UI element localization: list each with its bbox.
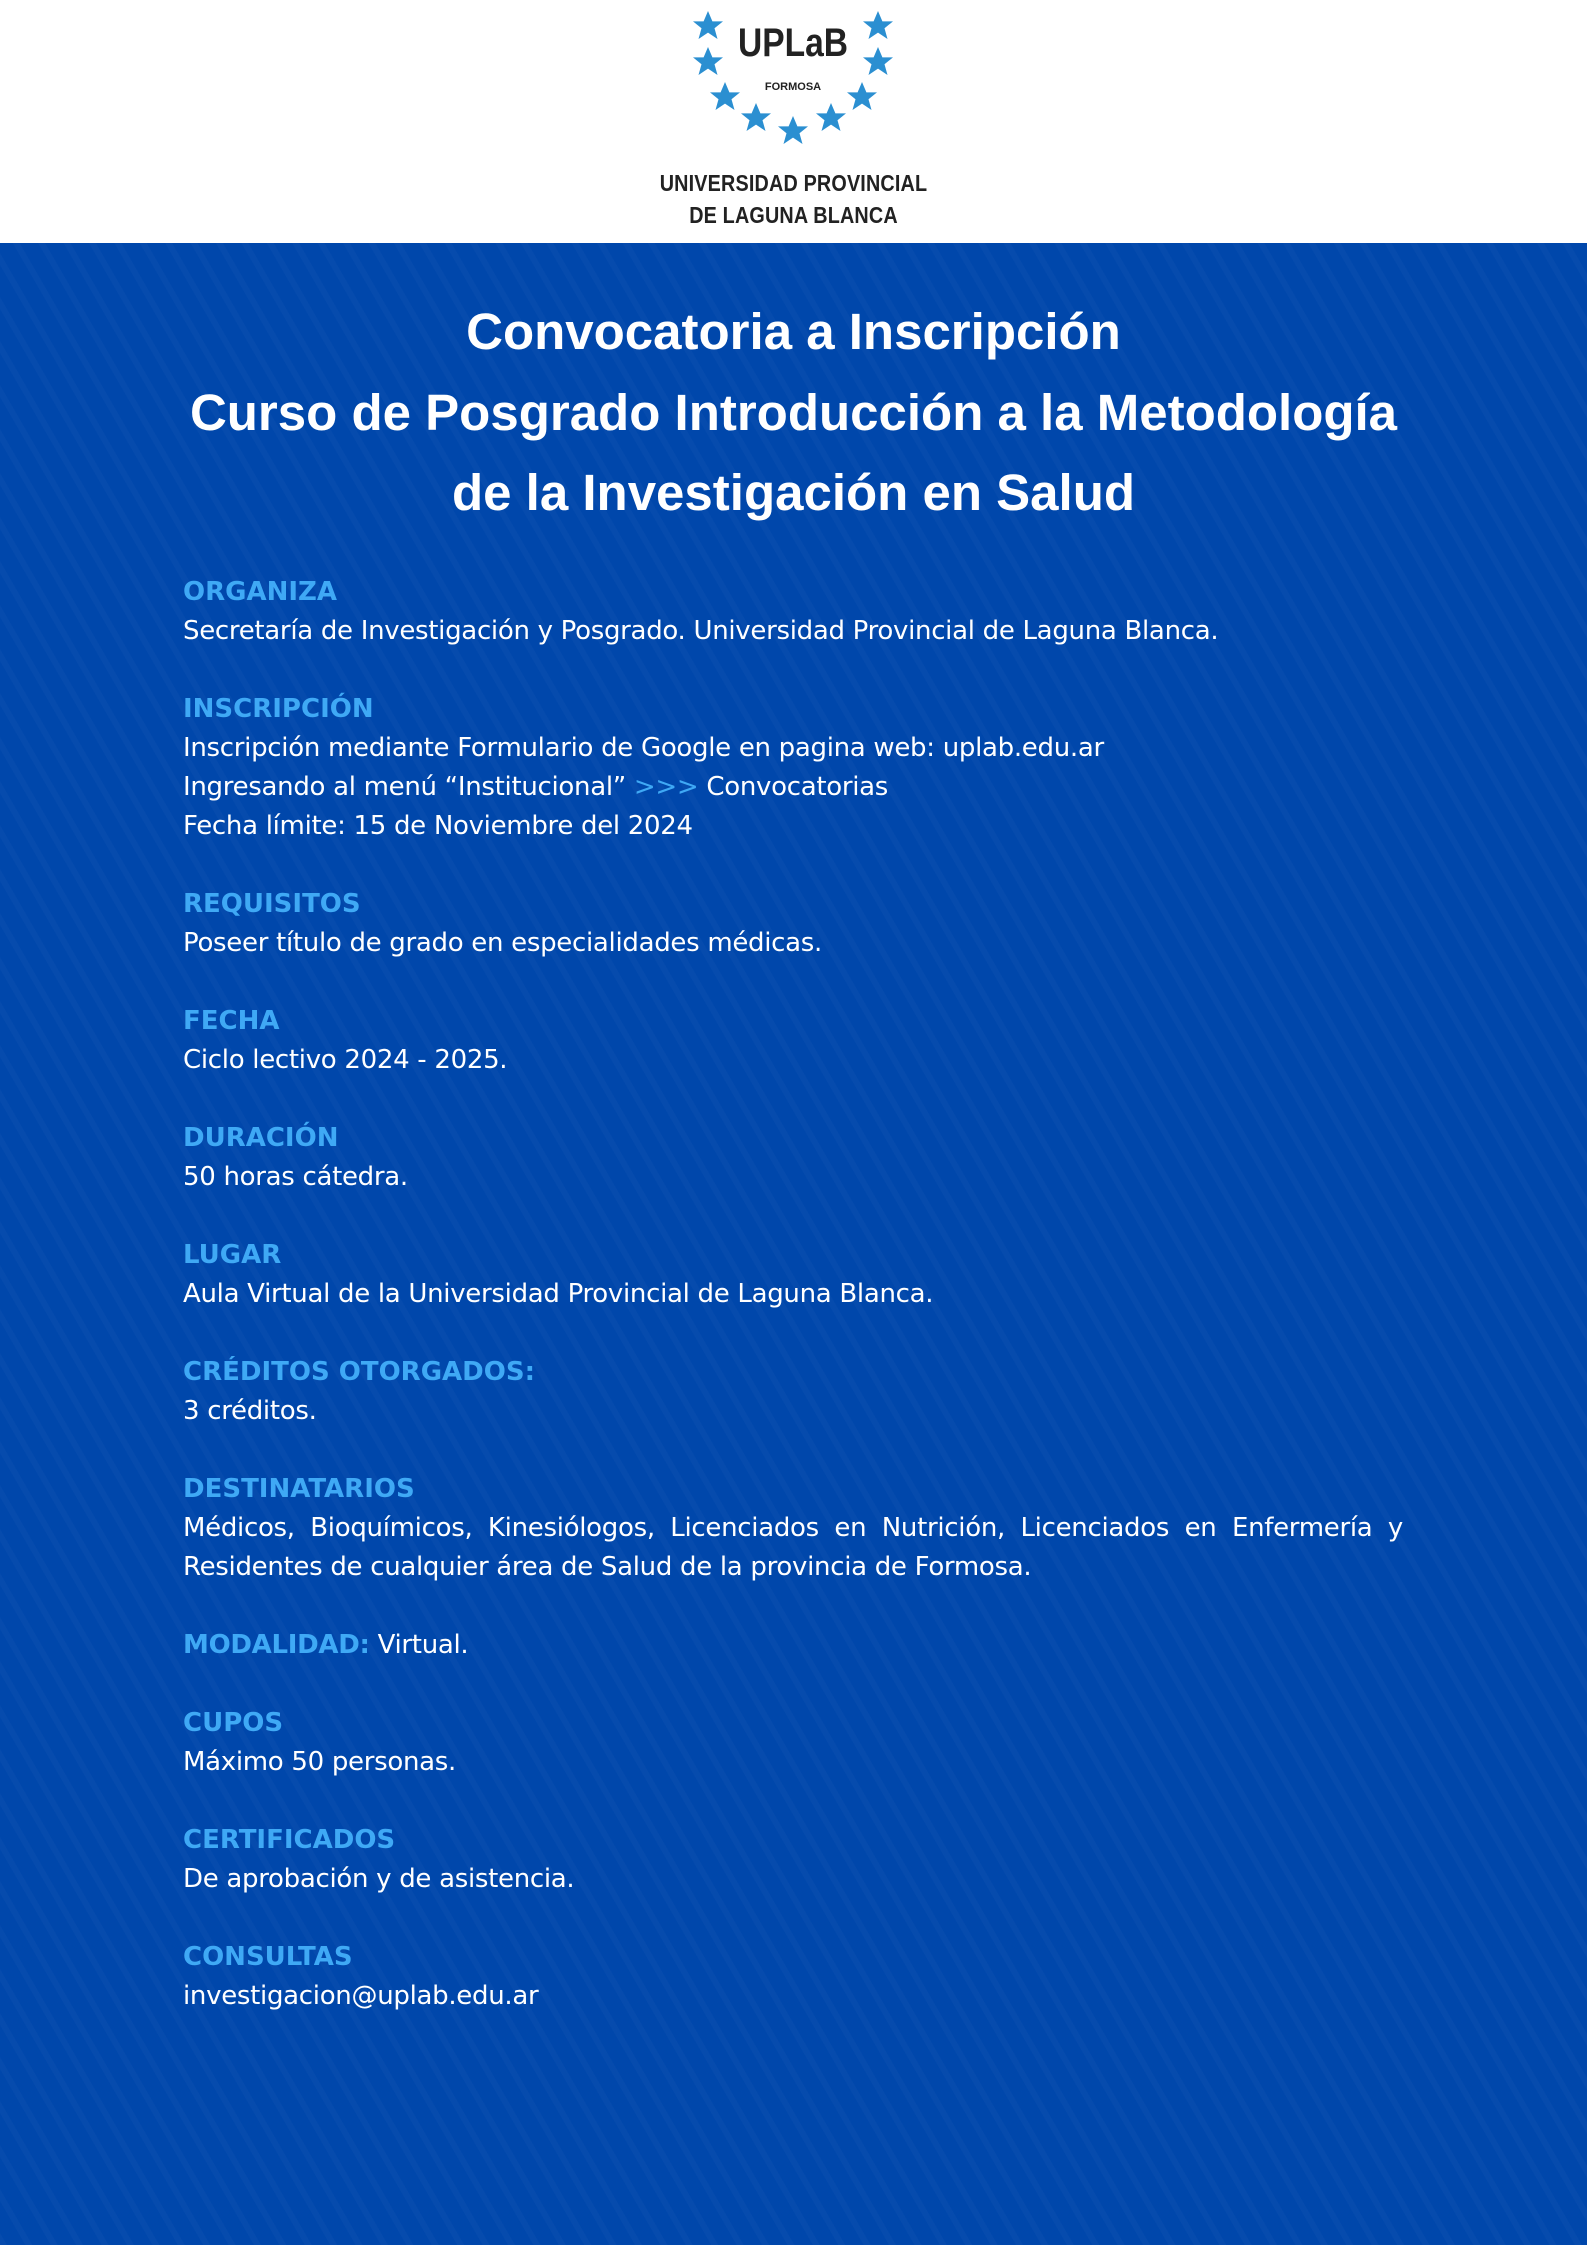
section-text: 3 créditos. [183, 1396, 317, 1426]
section-text-menu-path [183, 768, 1403, 807]
section-text: Ciclo lectivo 2024 - 2025. [183, 1045, 508, 1075]
section-label: CUPOS [183, 1708, 284, 1738]
section-inscripcion [183, 690, 1403, 846]
uplab-logo-icon [690, 6, 900, 146]
section-modalidad [183, 1626, 1403, 1665]
section-label: LUGAR [183, 1240, 282, 1270]
section-text: 50 horas cátedra. [183, 1162, 408, 1192]
section-creditos [183, 1353, 1403, 1431]
section-requisitos [183, 885, 1403, 963]
page-title-line3: de la Investigación en Salud [451, 464, 1136, 521]
university-name-line2: DE LAGUNA BLANCA [689, 202, 898, 228]
section-label: DURACIÓN [183, 1123, 339, 1153]
menu-path-post: Convocatorias [706, 772, 889, 802]
section-label: MODALIDAD: [183, 1630, 370, 1660]
section-text: Inscripción mediante Formulario de Google en pagina web: uplab.edu.ar [183, 733, 1104, 763]
section-text: Virtual. [377, 1630, 469, 1660]
section-label: CONSULTAS [183, 1942, 353, 1972]
university-name-line1: UNIVERSIDAD PROVINCIAL [659, 170, 928, 196]
section-text: Máximo 50 personas. [183, 1747, 456, 1777]
modalidad-line [183, 1626, 1403, 1665]
contact-email: investigacion@uplab.edu.ar [183, 1981, 539, 2011]
section-destinatarios [183, 1470, 1403, 1587]
logo-subtext: FORMOSA [764, 81, 822, 93]
section-label: CRÉDITOS OTORGADOS: [183, 1357, 535, 1387]
arrow-icon: >>> [633, 772, 699, 802]
page-title-line1: Convocatoria a Inscripción [466, 303, 1121, 360]
section-text: Secretaría de Investigación y Posgrado. Universidad Provincial de Laguna Blanca. [183, 616, 1219, 646]
section-label: ORGANIZA [183, 577, 337, 607]
section-label: REQUISITOS [183, 889, 361, 919]
deadline-text: Fecha límite: 15 de Noviembre del 2024 [183, 811, 693, 841]
section-fecha [183, 1002, 1403, 1080]
section-label: DESTINATARIOS [183, 1474, 415, 1504]
header [0, 0, 1587, 243]
section-text: Aula Virtual de la Universidad Provincial de Laguna Blanca. [183, 1279, 934, 1309]
section-label: INSCRIPCIÓN [183, 694, 374, 724]
section-organiza [183, 573, 1403, 651]
section-text: Poseer título de grado en especialidades médicas. [183, 928, 823, 958]
section-lugar [183, 1236, 1403, 1314]
section-duracion [183, 1119, 1403, 1197]
section-label: FECHA [183, 1006, 280, 1036]
section-consultas [183, 1938, 1403, 2016]
section-cupos [183, 1704, 1403, 1782]
logo-text: UPLaB [738, 21, 848, 65]
section-text: De aprobación y de asistencia. [183, 1864, 575, 1894]
section-label: CERTIFICADOS [183, 1825, 396, 1855]
page-title-line2: Curso de Posgrado Introducción a la Metodología [189, 384, 1398, 441]
content [183, 573, 1403, 2055]
section-text: Médicos, Bioquímicos, Kinesiólogos, Licenciados en Nutrición, Licenciados en Enfermería y Residentes de cualquier área de Salud de la provincia de Formosa. [183, 1513, 1403, 1582]
menu-path-pre: Ingresando al menú “Institucional” [183, 772, 626, 802]
section-certificados [183, 1821, 1403, 1899]
